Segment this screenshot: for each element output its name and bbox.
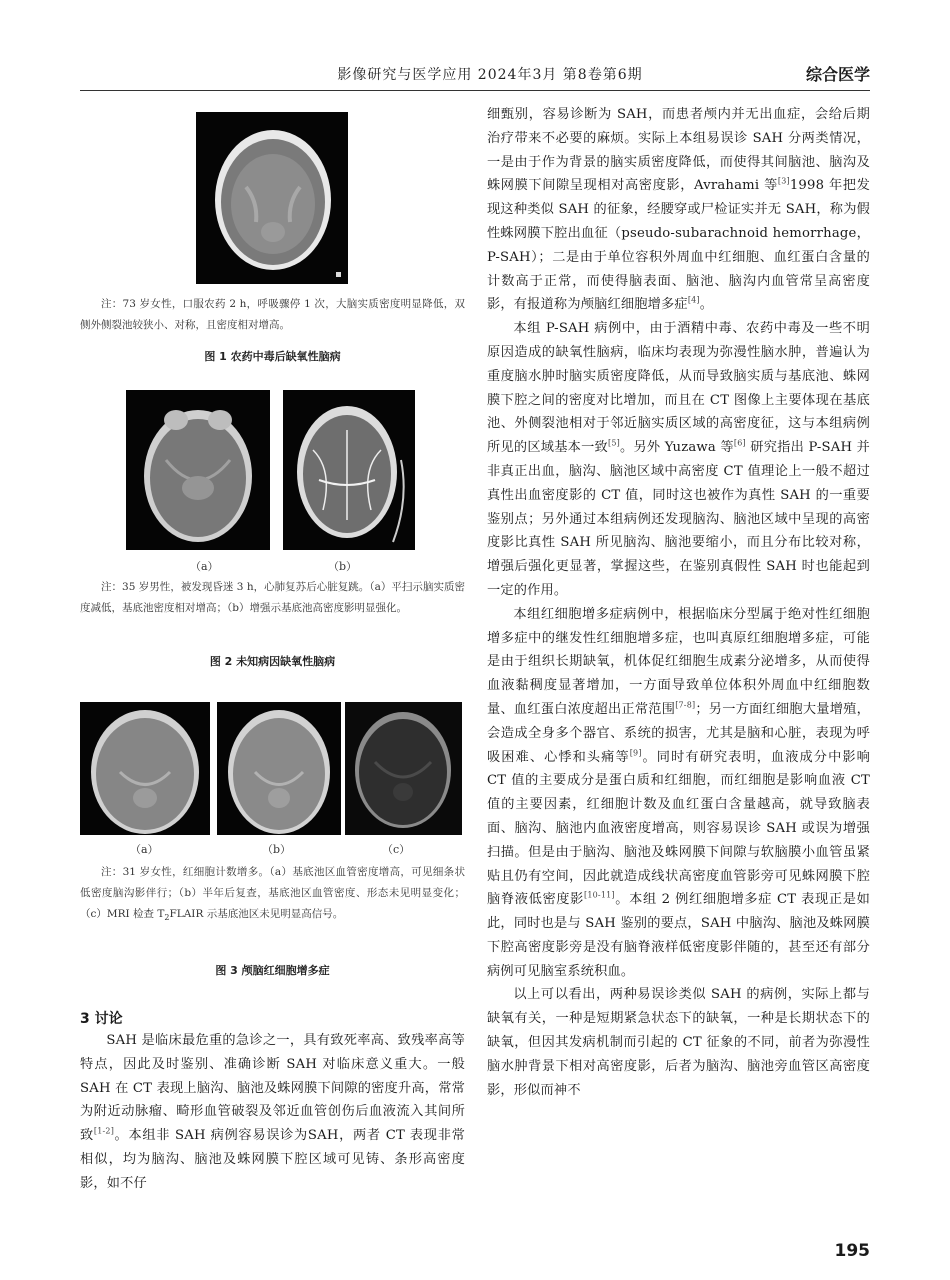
citation-ref: [10-11] <box>584 890 615 900</box>
running-header-journal: 影像研究与医学应用 2024年3月 第8卷第6期 <box>337 67 643 83</box>
page-number: 195 <box>834 1241 870 1261</box>
ct-scan-image-fig3a <box>80 702 210 835</box>
ct-scan-image-fig1 <box>196 112 348 284</box>
right-paragraph-2 <box>487 317 870 603</box>
figure-3c-label: （c） <box>382 843 411 856</box>
figure-3-note <box>80 862 465 928</box>
rp2-text-b: 。另外 Yuzawa 等 <box>619 440 734 456</box>
citation-ref: [3] <box>777 177 790 186</box>
citation-ref: [5] <box>608 438 620 448</box>
rp2-text-a: 本组 P-SAH 病例中，由于酒精中毒、农药中毒及一些不明原因造成的缺氧性脑病，临床均表现为弥漫性脑水肿，普遍认为重度脑水肿时脑实质密度降低，从而导致脑实质与基底池、蛛网膜下腔之间的密度对比增加，而且在 CT 图像上主要体现在基底池、外侧裂池相对于邻近脑实质区域的高密度征，这与本组病例所见的区域基本一致 <box>487 321 870 456</box>
figure-3-note-part1: 注：31 岁女性，红细胞计数增多。（a）基底池区血管密度增高，可见细条状低密度脑沟影伴行；（b）半年后复查，基底池区血管密度、形态未见明显变化；（c）MRI 检查 T <box>80 866 465 920</box>
figure-2b-label: （b） <box>328 560 358 573</box>
header-rule <box>80 90 870 91</box>
figure-2-note: 注：35 岁男性，被发现昏迷 3 h，心肺复苏后心脏复跳。（a）平扫示脑实质密度减低，基底池密度相对增高；（b）增强示基底池高密度影明显强化。 <box>80 581 465 614</box>
citation-ref: [7-8] <box>675 700 696 710</box>
right-paragraph-1 <box>487 103 870 317</box>
ct-scan-image-fig2b <box>283 390 415 550</box>
s3p1-text-b: 。本组非 SAH 病例容易误诊为SAH，两者 CT 表现非常相似，均为脑沟、脑池及蛛网膜下腔区域可见铸、条形高密度影，如不仔 <box>80 1128 465 1191</box>
rp2-text-c: 研究指出 P-SAH 并非真正出血，脑沟、脑池区域中高密度 CT 值理论上一般不超过真性出血密度影的 CT 值，同时这也被作为真性 SAH 的一重要鉴别点；另外通过本组病例还发现脑沟、脑池区域中呈现的高密度影比真性 SAH 所见脑沟、脑池要缩小，而且分布比较对称，增强后强化更显著，掌握这些，在鉴别真假性 SAH 时也能起到一定的作用。 <box>487 440 871 598</box>
figure-3-note-part2: FLAIR 示基底池区未见明显高信号。 <box>169 908 344 920</box>
rp3-text-d: 。本组 2 例红细胞增多症 CT 表现正是如此，同时也是与 SAH 鉴别的要点，SAH 中脑沟、脑池及蛛网膜下腔高密度影旁是没有脑脊液样低密度影伴随的，甚至还有部分病例可见脑室系统积血。 <box>487 892 870 979</box>
citation-ref: [9] <box>629 748 642 758</box>
rp3-text-a: 本组红细胞增多症病例中，根据临床分型属于绝对性红细胞增多症中的继发性红细胞增多症，也叫真原红细胞增多症，可能是由于组织长期缺氧，机体促红细胞生成素分泌增多，从而使得血液黏稠度显著增加，一方面导致单位体积外周血中红细胞数量、血红蛋白浓度超出正常范围 <box>487 606 870 717</box>
rp3-text-c: 。同时有研究表明，血液成分中影响 CT 值的主要成分是蛋白质和红细胞，而红细胞是影响血液 CT 值的主要因素，红细胞计数及血红蛋白含量越高，就导致脑表面、脑沟、脑池内血液密度增高，则容易误诊 SAH 或误为增强扫描。但是由于脑沟、脑池及蛛网膜下间隙与软脑膜小血管虽紧贴且仍有空间，因此就造成线状高密度血管影旁可见蛛网膜下腔脑脊液低密度影 <box>487 749 870 908</box>
s3p1-text-a: SAH 是临床最危重的急诊之一，具有致死率高、致残率高等特点，因此及时鉴别、准确诊断 SAH 对临床意义重大。一般 SAH 在 CT 表现上脑沟、脑池及蛛网膜下间隙的密度升高，常常为附近动脉瘤、畸形血管破裂及邻近血管创伤后血液流入其间所致 <box>80 1033 465 1144</box>
running-header-section: 综合医学 <box>805 65 870 84</box>
right-paragraph-4: 以上可以看出，两种易误诊类似 SAH 的病例，实际上都与缺氧有关，一种是短期紧急状态下的缺氧，一种是长期状态下的缺氧，但因其发病机制而引起的 CT 征象的不同，前者为弥漫性脑水肿背景下相对高密度影，后者为脑沟、脑池旁血管区高密度影，形似而神不 <box>487 987 870 1098</box>
figure-3-note-subscript: 2 <box>164 913 170 923</box>
figure-3-caption: 图 3 颅脑红细胞增多症 <box>215 964 330 977</box>
figure-2-caption: 图 2 未知病因缺氧性脑病 <box>209 655 336 668</box>
rp1-text-a: 细甄别，容易诊断为 SAH，而患者颅内并无出血症，会给后期治疗带来不必要的麻烦。实际上本组易误诊 SAH 分两类情况，一是由于作为背景的脑实质密度降低，而使得其间脑池、脑沟及蛛网膜下间隙呈现相对高密度影，Avrahami 等 <box>487 107 870 194</box>
citation-ref: [4] <box>687 295 700 305</box>
rp1-text-c: 。 <box>699 297 714 313</box>
rp3-text-b: ；另一方面红细胞大量增殖，会造成全身多个器官、系统的损害，尤其是脑和心脏，表现为呼吸困难、心悸和头痛等 <box>487 701 870 765</box>
figure-3b-label: （b） <box>262 843 292 856</box>
section-3-heading: 3 讨论 <box>80 1011 123 1027</box>
figure-2a-label: （a） <box>190 560 219 573</box>
right-column <box>487 103 870 1102</box>
ct-scan-image-fig2a <box>126 390 270 550</box>
figure-3a-label: （a） <box>130 843 159 856</box>
citation-ref: [1-2] <box>93 1126 115 1136</box>
section-3-body <box>80 1029 465 1196</box>
section-3-paragraph-1 <box>80 1029 465 1196</box>
rp1-text-b: 1998 年把发现这种类似 SAH 的征象，经腰穿或尸检证实并无 SAH，称为假性蛛网膜下腔出血征（pseudo-subarachnoid hemorrhage，P-SAH）；二是由于单位容积外周血中红细胞、血红蛋白含量的计数高于正常，而使得脑表面、脑池、脑沟内血管常呈高密度影，有报道称为颅脑红细胞增多症 <box>487 178 870 313</box>
right-paragraph-3 <box>487 603 870 984</box>
citation-ref: [6] <box>733 438 746 448</box>
mri-image-fig3c <box>345 702 462 835</box>
figure-1-caption: 图 1 农药中毒后缺氧性脑病 <box>204 350 341 363</box>
ct-scan-image-fig3b <box>217 702 341 835</box>
figure-1-note: 注：73 岁女性，口服农药 2 h，呼吸骤停 1 次，大脑实质密度明显降低，双侧外侧裂池较狭小、对称，且密度相对增高。 <box>80 298 465 331</box>
